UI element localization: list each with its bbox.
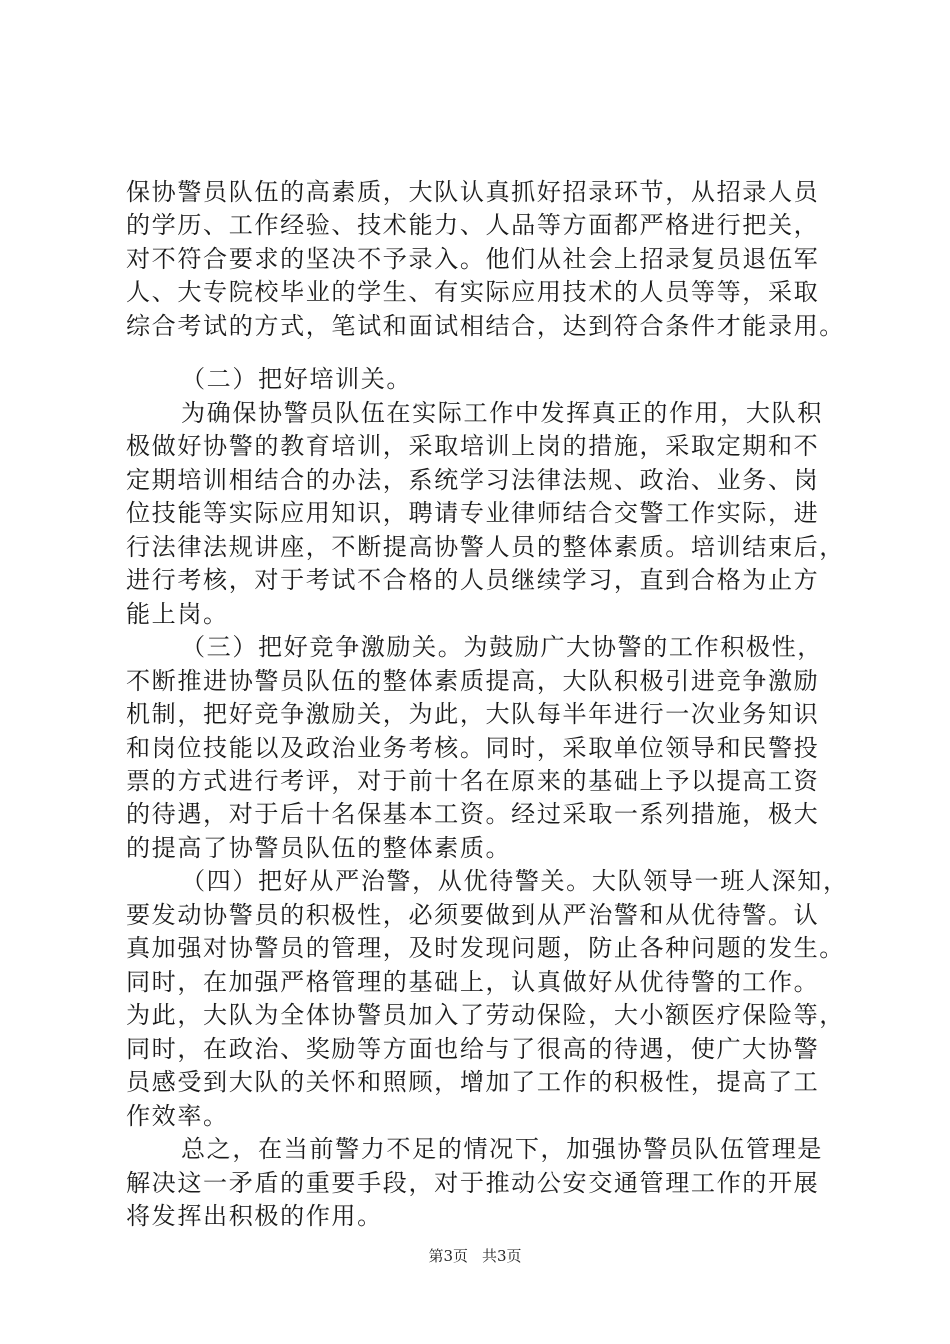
body-line: 能上岗。 [126, 599, 229, 628]
page-number: 第3页 [428, 1247, 468, 1265]
body-line: 行法律法规讲座，不断提高协警人员的整体素质。培训结束后， [126, 532, 845, 561]
body-line: 总之，在当前警力不足的情况下，加强协警员队伍管理是 [181, 1135, 823, 1164]
body-line: 的待遇，对于后十名保基本工资。经过采取一系列措施，极大 [126, 800, 820, 829]
body-line: 人、大专院校毕业的学生、有实际应用技术的人员等等，采取 [126, 278, 820, 307]
body-line: 的学历、工作经验、技术能力、人品等方面都严格进行把关， [126, 211, 820, 240]
body-line: 对不符合要求的坚决不予录入。他们从社会上招录复员退伍军 [126, 244, 820, 273]
section-heading: （二）把好培训关。 [181, 365, 413, 394]
body-line: 票的方式进行考评，对于前十名在原来的基础上予以提高工资 [126, 766, 820, 795]
body-line: 综合考试的方式，笔试和面试相结合，达到符合条件才能录用。 [126, 311, 845, 340]
body-line: 不断推进协警员队伍的整体素质提高，大队积极引进竞争激励 [126, 666, 820, 695]
body-line: 的提高了协警员队伍的整体素质。 [126, 833, 512, 862]
body-line: 保协警员队伍的高素质，大队认真抓好招录环节，从招录人员 [126, 178, 820, 206]
body-line: 定期培训相结合的办法，系统学习法律法规、政治、业务、岗 [126, 465, 820, 494]
body-line: 为确保协警员队伍在实际工作中发挥真正的作用，大队积 [181, 398, 823, 427]
body-line: 同时，在加强严格管理的基础上，认真做好从优待警的工作。 [126, 967, 820, 996]
body-line: 作效率。 [126, 1101, 229, 1130]
body-line: 机制，把好竞争激励关，为此，大队每半年进行一次业务知识 [126, 700, 820, 729]
body-line: 位技能等实际应用知识，聘请专业律师结合交警工作实际，进 [126, 499, 820, 528]
body-line: 真加强对协警员的管理，及时发现问题，防止各种问题的发生。 [126, 934, 845, 963]
body-line: 极做好协警的教育培训，采取培训上岗的措施，采取定期和不 [126, 432, 820, 461]
body-line: 同时，在政治、奖励等方面也给与了很高的待遇，使广大协警 [126, 1034, 820, 1063]
body-line: 员感受到大队的关怀和照顾，增加了工作的积极性，提高了工 [126, 1068, 820, 1097]
body-line: 将发挥出积极的作用。 [126, 1202, 383, 1230]
body-line: 解决这一矛盾的重要手段，对于推动公安交通管理工作的开展 [126, 1168, 820, 1197]
page-total: 共3页 [482, 1247, 522, 1265]
body-line: 为此，大队为全体协警员加入了劳动保险，大小额医疗保险等， [126, 1001, 845, 1030]
section-heading: （四）把好从严治警，从优待警关。大队领导一班人深知， [181, 867, 849, 896]
section-heading: （三）把好竞争激励关。为鼓励广大协警的工作积极性， [181, 633, 823, 662]
body-line: 和岗位技能以及政治业务考核。同时，采取单位领导和民警投 [126, 733, 820, 762]
page-footer [0, 1244, 950, 1268]
body-line: 进行考核，对于考试不合格的人员继续学习，直到合格为止方 [126, 566, 820, 595]
body-line: 要发动协警员的积极性，必须要做到从严治警和从优待警。认 [126, 900, 820, 929]
